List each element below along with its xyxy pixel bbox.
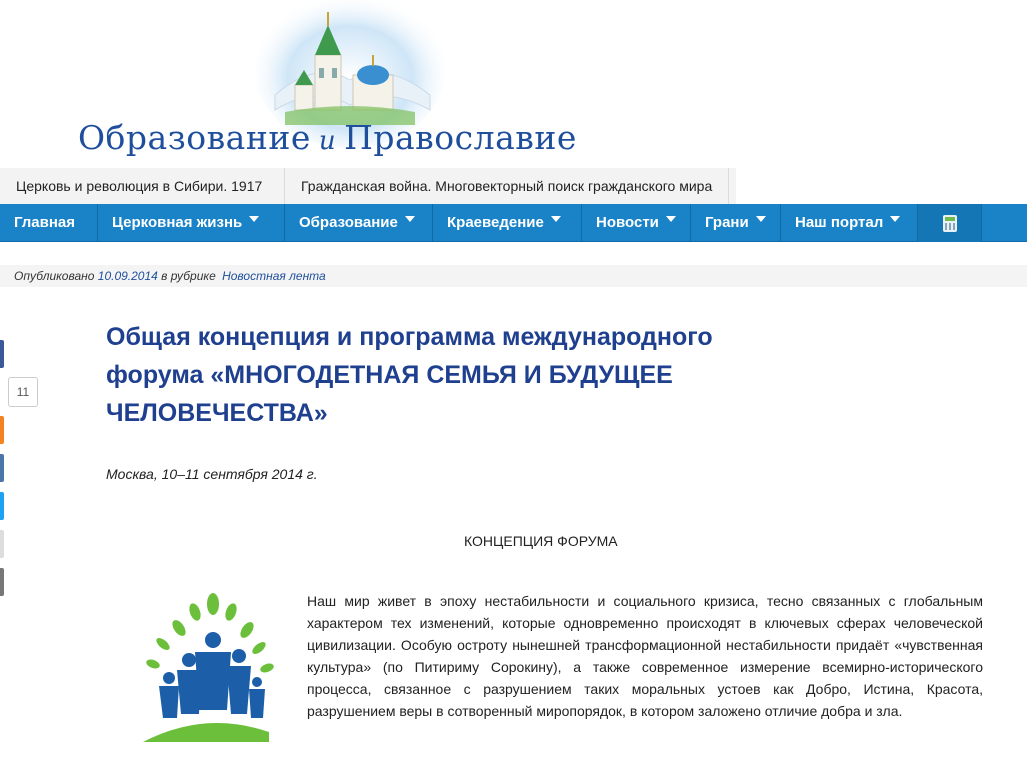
nav-item-facets[interactable] <box>691 204 781 242</box>
site-header <box>0 0 1027 168</box>
featured-links-bar <box>0 168 736 205</box>
nav-label: Церковная жизнь <box>112 214 243 231</box>
family-forum-logo-image <box>135 592 275 752</box>
more-share-button[interactable] <box>0 568 4 596</box>
nav-label: Образование <box>299 214 398 231</box>
nav-item-education[interactable] <box>285 204 433 242</box>
logo-word-1: Образование <box>78 118 311 157</box>
nav-label: Главная <box>14 214 76 231</box>
chevron-down-icon <box>405 216 415 222</box>
nav-label: Грани <box>705 214 749 231</box>
section-heading: КОНЦЕПЦИЯ ФОРУМА <box>464 533 618 549</box>
chevron-down-icon <box>666 216 676 222</box>
nav-item-church-life[interactable] <box>98 204 285 242</box>
calculator-icon <box>943 215 957 232</box>
featured-link-church-revolution[interactable]: Церковь и революция в Сибири. 1917 <box>0 168 285 205</box>
post-date-link[interactable]: 10.09.2014 <box>97 269 158 283</box>
nav-item-our-portal[interactable] <box>781 204 918 242</box>
nav-label: Краеведение <box>447 214 544 231</box>
post-meta <box>0 265 1027 287</box>
twitter-share-button[interactable] <box>0 492 4 520</box>
featured-link-civil-war[interactable]: Гражданская война. Многовекторный поиск гражданского мира <box>285 168 729 205</box>
facebook-share-button[interactable] <box>0 340 4 368</box>
vk-share-button[interactable] <box>0 454 4 482</box>
article-paragraph: Наш мир живет в эпоху нестабильности и социального кризиса, тесно связанных с глобальным характером тех изменений, которые одновременно происходят в ключевых сферах человеческой цивилизации. Особую остроту нынешней трансформационной нестабильности придаёт «чувственная культура» (по Питириму Сорокину), а также современное измерение всемирно-исторического процесса, связанное с разрушением таких моральных устоев как Добро, Истина, Красота, разрушением веры в сотворенный миропорядок, в котором заложено отличие добра и зла. <box>307 593 983 719</box>
main-navigation <box>0 204 1027 242</box>
nav-item-news[interactable] <box>582 204 691 242</box>
chevron-down-icon <box>756 216 766 222</box>
share-count-badge: 11 <box>8 377 38 407</box>
nav-label: Новости <box>596 214 659 231</box>
chevron-down-icon <box>890 216 900 222</box>
site-logo-text[interactable] <box>78 118 577 157</box>
nav-item-calculator[interactable] <box>918 204 982 242</box>
nav-item-home[interactable] <box>0 204 98 242</box>
chevron-down-icon <box>249 216 259 222</box>
rubric-label: в рубрике <box>161 269 216 283</box>
published-label: Опубликовано <box>14 269 95 283</box>
mail-share-button[interactable] <box>0 530 4 558</box>
nav-label: Наш портал <box>795 214 884 231</box>
share-spacer <box>0 378 4 406</box>
social-share-bar <box>0 340 4 606</box>
article-place-date: Москва, 10–11 сентября 2014 г. <box>106 466 318 482</box>
odnoklassniki-share-button[interactable] <box>0 416 4 444</box>
logo-word-2: Православие <box>344 118 577 157</box>
nav-item-local-history[interactable] <box>433 204 582 242</box>
logo-conjunction: и <box>318 126 337 156</box>
article-title: Общая концепция и программа международного форума «МНОГОДЕТНАЯ СЕМЬЯ И БУДУЩЕЕ ЧЕЛОВЕЧЕСТВА» <box>106 323 713 427</box>
rubric-link[interactable]: Новостная лента <box>222 269 326 283</box>
chevron-down-icon <box>551 216 561 222</box>
